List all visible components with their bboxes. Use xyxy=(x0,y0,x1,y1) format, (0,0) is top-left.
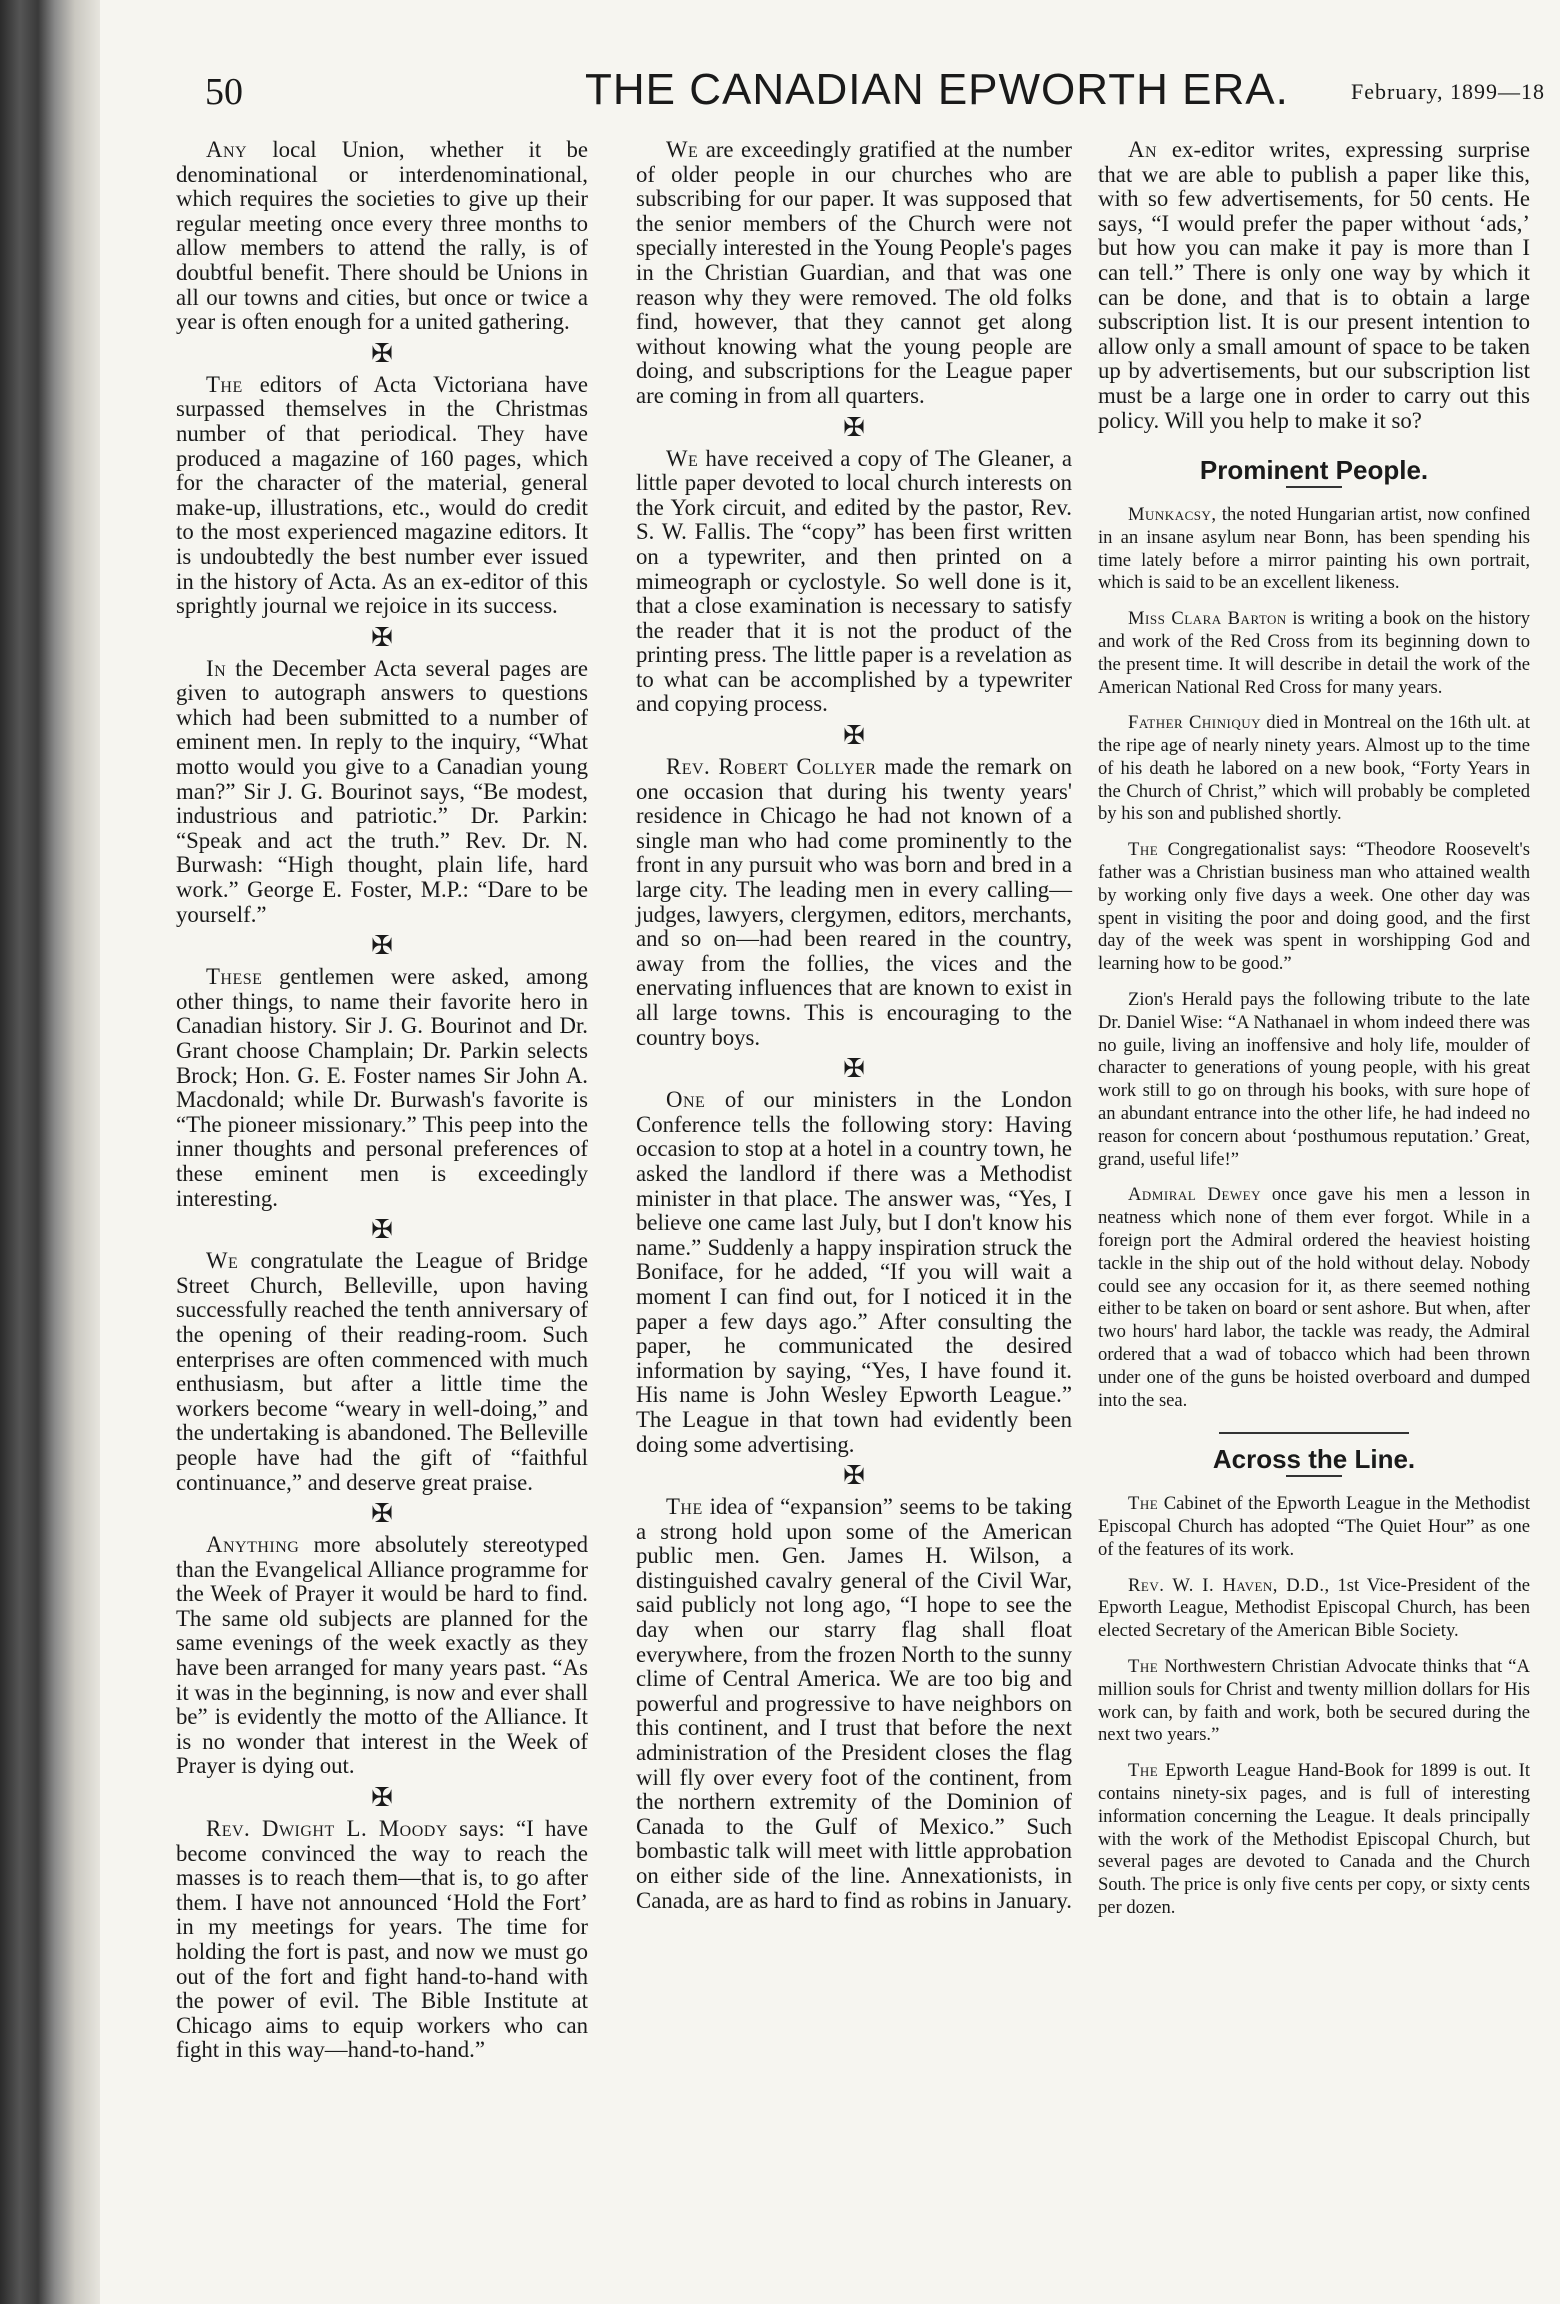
paragraph-text: Epworth League Hand-Book for 1899 is out. It contains ninety-six pages, and is full of interesting information concerning the League. It deals principally with the work of the Methodist Episcopal Church, but several pages are devoted to Canada and the Church South. The price is only five cents per copy, or sixty cents per dozen. xyxy=(1098,1760,1530,1918)
paragraph-lead: In xyxy=(206,655,227,681)
paragraph-lead: These xyxy=(206,964,263,990)
paragraph-text: Congregationalist says: “Theodore Roosevelt's father was a Christian business man who attained wealth by working only five days a week. One other day was spent in visiting the poor and doing good, and the first day of the week was spent in worshipping God and learning how to be good.” xyxy=(1098,839,1530,975)
across-the-line-list xyxy=(1098,1493,1530,1920)
article-paragraph xyxy=(1098,1760,1530,1920)
section-heading-prominent: Prominent People. xyxy=(1199,455,1429,486)
page-number: 50 xyxy=(205,71,243,113)
section-separator-icon: ✠ xyxy=(371,931,393,961)
heading-rule xyxy=(1286,486,1342,488)
paragraph-text: congratulate the League of Bridge Street Church, Belleville, upon having successfully reached the tenth anniversary of the opening of their reading-room. Such enterprises are often commenced with much enthusiasm, but after a little time the workers become “weary in well-doing,” and the undertaking is abandoned. The Belleville people have had the gift of “faithful continuance,” and deserve great praise. xyxy=(176,1248,588,1495)
paragraph-lead: Miss Clara Barton xyxy=(1128,608,1287,630)
column-right xyxy=(1098,138,1530,1933)
paragraph-lead: One xyxy=(666,1087,706,1113)
section-separator-icon: ✠ xyxy=(371,338,393,368)
paragraph-text: is writing a book on the history and work of the Red Cross from its beginning down to the present time. It will describe in detail the work of the American National Red Cross for many years. xyxy=(1098,608,1530,698)
page-header xyxy=(205,65,1545,125)
article-paragraph xyxy=(176,1817,588,2063)
article-paragraph xyxy=(176,138,588,335)
paragraph-lead: Rev. Dwight L. Moody xyxy=(206,1816,448,1842)
paragraph-text: 1st Vice-President of the Epworth League, Methodist Episcopal Church, has been elected Secretary of the American Bible Society. xyxy=(1098,1574,1530,1642)
article-paragraph xyxy=(176,1249,588,1495)
intro-paragraph xyxy=(1098,138,1530,433)
article-paragraph xyxy=(176,965,588,1211)
issue-date: February, 1899—18 xyxy=(1351,79,1545,104)
paragraph-text: Zion's Herald pays the following tribute to the late Dr. Daniel Wise: “A Nathanael in whom indeed there was no guile, living an inoffensive and holy life, moulder of character to generations of young people, with his great work still to go on through his books, with sure hope of an abundant entrance into the other life, he had indeed no reason for concern about ‘posthumous reputation.’ Great, grand, useful life!” xyxy=(1098,989,1530,1170)
article-paragraph xyxy=(1098,712,1530,826)
section-separator-icon: ✠ xyxy=(843,1461,865,1491)
paragraph-lead: The xyxy=(1128,1493,1159,1515)
paragraph-lead: Rev. W. I. Haven, D.D., xyxy=(1128,1574,1330,1596)
article-paragraph xyxy=(176,1533,588,1779)
journal-title: THE CANADIAN EPWORTH ERA. xyxy=(585,65,1289,114)
paragraph-text: the December Acta several pages are given to autograph answers to questions which had been submitted to a number of eminent men. In reply to the inquiry, “What motto would you give to a Canadian young man?” Sir J. G. Bourinot says, “Be modest, industrious and patriotic.” Dr. Parkin: “Speak and act the truth.” Rev. Dr. N. Burwash: “High thought, plain life, hard work.” George E. Foster, M.P.: “Dare to be yourself.” xyxy=(176,655,588,927)
paragraph-text: Cabinet of the Epworth League in the Methodist Episcopal Church has adopted “The Quiet Hour” as one of the features of its work. xyxy=(1098,1493,1530,1560)
article-paragraph xyxy=(636,1495,1072,1913)
article-paragraph xyxy=(176,373,588,619)
paragraph-lead: We xyxy=(666,445,699,471)
paragraph-lead: The xyxy=(206,371,243,397)
section-divider xyxy=(1219,1432,1409,1434)
article-paragraph xyxy=(1098,1184,1530,1412)
paragraph-text: says: “I have become convinced the way to reach the masses is to reach them—that is, to go after them. I have not announced ‘Hold the Fort’ in my meetings for years. The time for holding the fort is past, and now we must go out of the fort and fight hand-to-hand with the power of evil. The Bible Institute at Chicago aims to equip workers who can fight in this way—hand-to-hand.” xyxy=(176,1816,588,2063)
paragraph-lead: Father Chiniquy xyxy=(1128,712,1262,734)
paragraph-lead: Munkacsy, xyxy=(1128,503,1217,525)
column-middle xyxy=(636,138,1072,1913)
paragraph-lead: Rev. Robert Collyer xyxy=(666,754,877,780)
article-paragraph xyxy=(636,755,1072,1050)
paragraph-text: ex-editor writes, expressing surprise that we are able to publish a paper like this, with so few advertisements, for 50 cents. He says, “I would prefer the paper without ‘ads,’ but how you can make it pay is more than I can tell.” There is only one way by which it can be done, and that is to obtain a large subscription list. It is our present intention to allow only a small amount of space to be taken up by advertisements, but our subscription list must be a large one in order to carry out this policy. Will you help to make it so? xyxy=(1098,137,1530,433)
article-paragraph xyxy=(1098,1493,1530,1561)
section-separator-icon: ✠ xyxy=(843,412,865,442)
paragraph-lead: We xyxy=(666,137,699,162)
section-heading-across: Across the Line. xyxy=(1212,1444,1416,1475)
article-paragraph xyxy=(1098,504,1530,595)
paragraph-lead: The xyxy=(1128,839,1159,861)
section-separator-icon: ✠ xyxy=(371,1783,393,1813)
article-paragraph xyxy=(1098,1656,1530,1747)
paragraph-text: of our ministers in the London Conference tells the following story: Having occasion to stop at a hotel in a country town, he asked the landlord if there was a Methodist minister in that place. The answer was, “Yes, I believe one came last July, but I don't know his name.” Suddenly a happy inspiration struck the Boniface, for he added, “If you will wait a moment I can find out, for I noticed it in the paper a few days ago.” After consulting the paper, he communicated the desired information by saying, “Yes, I have found it. His name is John Wesley Epworth League.” The League in that town had evidently been doing some advertising. xyxy=(636,1087,1072,1457)
paragraph-lead: The xyxy=(1128,1760,1159,1782)
section-separator-icon: ✠ xyxy=(371,622,393,652)
paragraph-text: idea of “expansion” seems to be taking a strong hold upon some of the American public men. Gen. James H. Wilson, a distinguished cavalry general of the Civil War, said publicly not long ago, “I hope to see the day when our starry flag shall float everywhere, from the frozen North to the sunny clime of Central America. We are too big and powerful and progressive to have neighbors on this continent, and I trust that before the next administration of the President closes the flag will fly over every foot of the continent, from the northern extremity of the Dominion of Canada to the Gulf of Mexico.” Such bombastic talk will meet with little approbation on either side of the line. Annexationists, in Canada, are as hard to find as robins in January. xyxy=(636,1494,1072,1913)
section-separator-icon: ✠ xyxy=(371,1499,393,1529)
paragraph-text: died in Montreal on the 16th ult. at the ripe age of nearly ninety years. Almost up to the time of his death he labored on a new book, “Forty Years in the Church of Christ,” which will probably be completed by his son and published shortly. xyxy=(1098,712,1530,825)
paragraph-text: more absolutely stereotyped than the Evangelical Alliance programme for the Week of Prayer it would be hard to find. The same old subjects are planned for the same evenings of the week exactly as they have been arranged for many years past. “As it was in the beginning, is now and ever shall be” is evidently the motto of the Alliance. It is no wonder that interest in the Week of Prayer is dying out. xyxy=(176,1532,588,1779)
article-paragraph xyxy=(636,447,1072,718)
paragraph-text: editors of Acta Victoriana have surpassed themselves in the Christmas number of that periodical. They have produced a magazine of 160 pages, which for the character of the material, general make-up, illustrations, etc., would do credit to the most experienced magazine editors. It is undoubtedly the best number ever issued in the history of Acta. As an ex-editor of this sprightly journal we rejoice in its success. xyxy=(176,371,588,619)
paragraph-lead: Anything xyxy=(206,1532,300,1558)
paragraph-text: the noted Hungarian artist, now confined in an insane asylum near Bonn, has been spending his time lately before a mirror painting his own portrait, which is said to be an excellent likeness. xyxy=(1098,503,1530,594)
prominent-people-list xyxy=(1098,504,1530,1412)
paragraph-text: made the remark on one occasion that during his twenty years' residence in Chicago he had not known of a single man who had come prominently to the front in any pursuit who was born and bred in a large city. The leading men in every calling—judges, lawyers, clergymen, editors, merchants, and so on—had been reared in the country, away from the follies, the vices and the enervating influences that are known to exist in all large towns. This is encouraging to the country boys. xyxy=(636,754,1072,1050)
section-separator-icon: ✠ xyxy=(371,1215,393,1245)
column-left xyxy=(176,138,588,2063)
article-paragraph xyxy=(1098,608,1530,699)
paragraph-text: gentlemen were asked, among other things, to name their favorite hero in Canadian history. Sir J. G. Bourinot and Dr. Grant choose Champlain; Dr. Parkin selects Brock; Hon. G. E. Foster names Sir John A. Macdonald; while Dr. Burwash's favorite is “The pioneer missionary.” This peep into the inner thoughts and personal preferences of these eminent men is exceedingly interesting. xyxy=(176,964,588,1211)
article-paragraph xyxy=(1098,989,1530,1171)
heading-rule xyxy=(1286,1475,1342,1477)
article-paragraph xyxy=(1098,1575,1530,1643)
paragraph-text: are exceedingly gratified at the number of older people in our churches who are subscribing for our paper. It was supposed that the senior members of the Church were not specially interested in the Young People's pages in the Christian Guardian, and that was one reason why they were removed. The old folks find, however, that they cannot get along without knowing what the young people are doing, and subscriptions for the League paper are coming in from all quarters. xyxy=(636,137,1072,408)
paragraph-lead: The xyxy=(666,1494,703,1520)
section-separator-icon: ✠ xyxy=(843,721,865,751)
book-binding xyxy=(0,0,100,2304)
paragraph-text: local Union, whether it be denominational or interdenominational, which requires the societies to give up their regular meeting once every three months to allow members to attend the rally, is of doubtful benefit. There should be Unions in all our towns and cities, but once or twice a year is often enough for a united gathering. xyxy=(176,137,588,335)
paragraph-text: Northwestern Christian Advocate thinks that “A million souls for Christ and twenty million dollars for His work can, by faith and work, both be secured during the next two years.” xyxy=(1098,1655,1530,1746)
paragraph-lead: Admiral Dewey xyxy=(1128,1184,1262,1206)
article-paragraph xyxy=(1098,839,1530,976)
article-paragraph xyxy=(636,1088,1072,1457)
section-separator-icon: ✠ xyxy=(843,1054,865,1084)
article-paragraph xyxy=(176,657,588,928)
paragraph-lead: An xyxy=(1128,137,1158,162)
paragraph-lead: Any xyxy=(206,137,248,162)
paragraph-text: have received a copy of The Gleaner, a little paper devoted to local church interests on the York circuit, and edited by the pastor, Rev. S. W. Fallis. The “copy” has been first written on a typewriter, and then printed on a mimeograph or cyclostyle. So well done is it, that a close examination is necessary to satisfy the reader that it is not the product of the printing press. The little paper is a revelation as to what can be accomplished by a typewriter and copying process. xyxy=(636,445,1072,717)
paragraph-lead: We xyxy=(206,1248,239,1274)
paragraph-lead: The xyxy=(1128,1655,1159,1677)
paragraph-text: once gave his men a lesson in neatness which none of them ever forgot. While in a foreign port the Admiral ordered the heaviest hoisting tackle in the ship out of the hold without delay. Nobody could see any occasion for it, as there seemed nothing either to be taken on board or sent ashore. But when, after two hours' hard labor, the tackle was ready, the Admiral ordered that a wad of tobacco which had been thrown under one of the guns be hoisted overboard and dumped into the sea. xyxy=(1098,1184,1530,1411)
article-paragraph xyxy=(636,138,1072,409)
